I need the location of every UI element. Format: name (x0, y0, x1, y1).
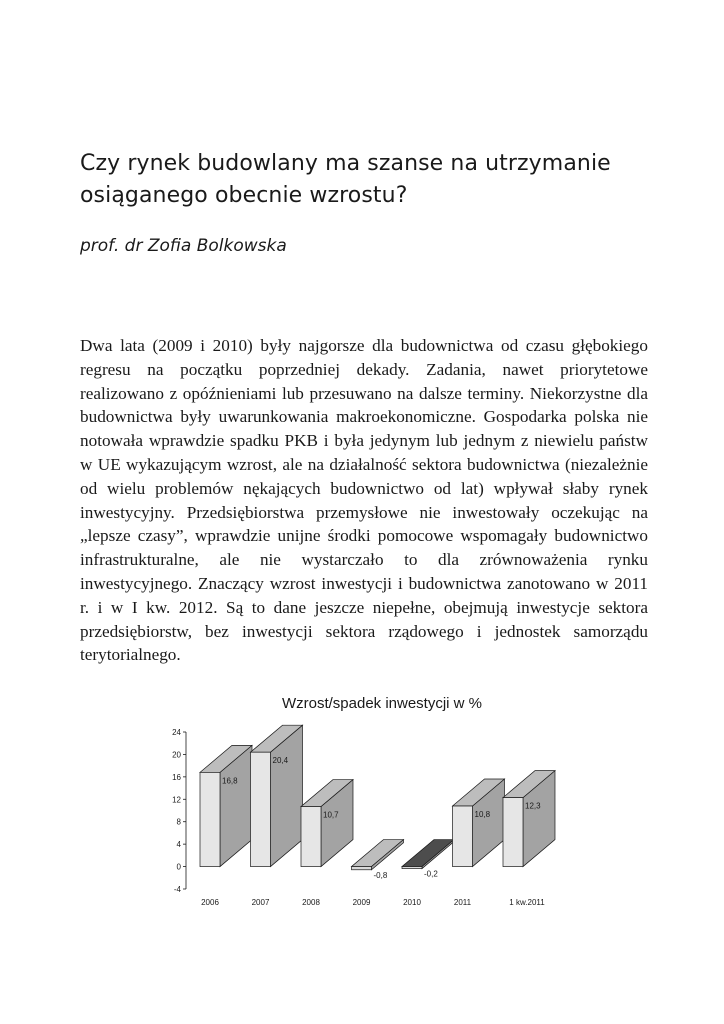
bar-value-label: -0,2 (424, 869, 438, 879)
y-tick-label: 20 (172, 750, 181, 760)
y-tick-label: 8 (176, 817, 181, 827)
bar-value-label: 16,8 (222, 776, 238, 786)
y-tick-label: 0 (176, 862, 181, 872)
y-tick-label: 12 (172, 795, 181, 805)
bar (503, 798, 523, 867)
bar-value-label: 12,3 (525, 801, 541, 811)
chart-title: Wzrost/spadek inwestycji w % (281, 695, 483, 712)
article-title: Czy rynek budowlany ma szanse na utrzymanie osiąganego obecnie wzrostu? (80, 151, 611, 208)
bar-value-label: -0,8 (373, 870, 388, 880)
bar-value-label: 10,8 (474, 810, 491, 820)
bar (352, 867, 372, 870)
bar (402, 867, 422, 869)
bar-value-label: 20,4 (272, 756, 289, 766)
chart-svg (150, 688, 570, 918)
bar-value-label: 10,7 (323, 810, 339, 820)
article-paragraph: Dwa lata (2009 i 2010) były najgorsze dla budownictwa od czasu głębokiego regresu na początku poprzedniej dekady. Zadania, nawet priorytetowe realizowano z opóźnieniami lub przesuwano na dalsze terminy. Niekorzystne dla budownictwa były uwarunkowania makroekonomiczne. Gospodarka polska nie notowała wprawdzie spadku PKB i była jedynym lub jednym z niewielu państw w UE wykazującym wzrost, ale na działalność sektora budownictwa (niezależnie od wielu problemów nękających budownictwo od lat) wpływał słaby rynek inwestycyjny. Przedsiębiorstwa przemysłowe nie inwestowały oczekując na „lepsze czasy”, wprawdzie unijne środki pomocowe wspomagały budownictwo infrastrukturalne, ale nie wystarczało to dla zrównoważenia rynku inwestycyjnego. Znaczący wzrost inwestycji i budownictwa zanotowano w 2011 r. i w I kw. 2012. Są to dane jeszcze niepełne, obejmują inwestycje sektora przedsiębiorstw, bez inwestycji sektora rządowego i jednostek samorządu terytorialnego. (80, 336, 648, 665)
bar (301, 807, 321, 867)
bar (200, 772, 220, 866)
y-tick-label: 4 (176, 840, 181, 850)
x-category-label: 2008 (302, 898, 320, 907)
y-tick-label: -4 (173, 885, 181, 894)
y-tick-label: 24 (172, 728, 181, 737)
bar (453, 806, 473, 867)
article-author: prof. dr Zofia Bolkowska (80, 236, 287, 256)
y-tick-label: 16 (172, 772, 181, 782)
x-category-label: 2006 (201, 898, 219, 907)
x-category-label: 2010 (403, 898, 421, 907)
investment-chart (150, 688, 570, 918)
x-category-label: 1 kw.2011 (509, 898, 545, 907)
x-category-label: 2007 (251, 898, 270, 907)
x-category-label: 2011 (453, 898, 472, 907)
x-category-label: 2009 (352, 898, 371, 907)
bar (251, 752, 271, 866)
